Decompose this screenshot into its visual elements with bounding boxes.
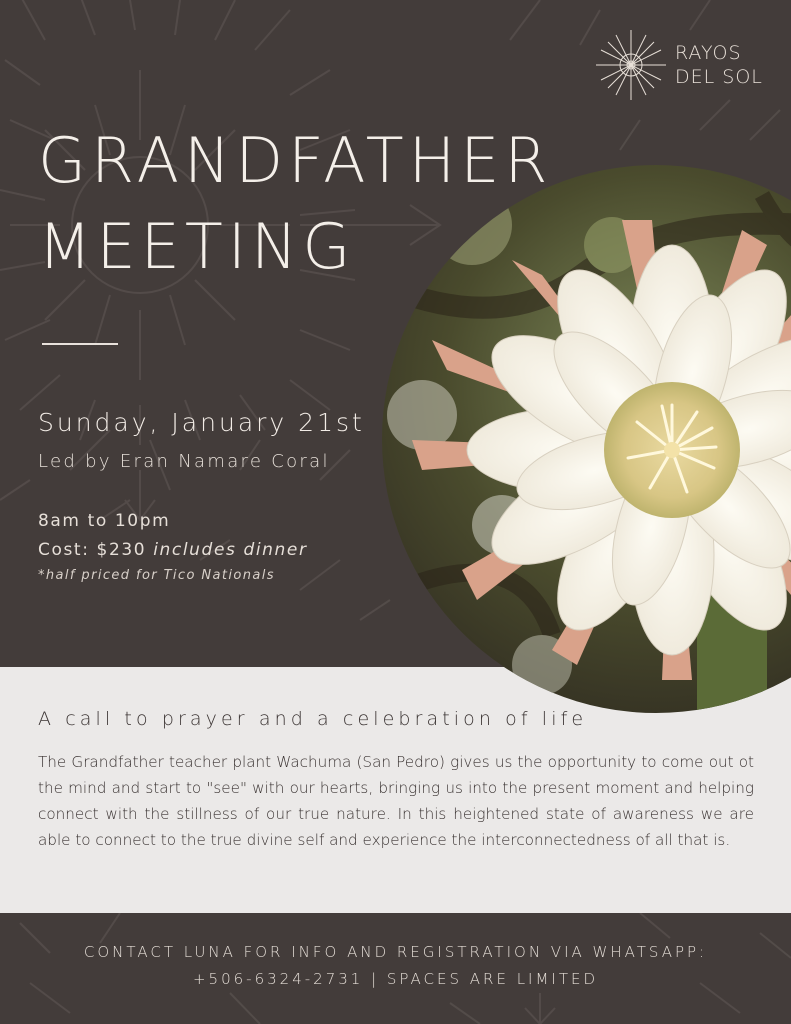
brand-name-line2: DEL SOL: [675, 66, 763, 88]
contact-info: CONTACT LUNA FOR INFO AND REGISTRATION VIA WHATSAPP:: [83, 943, 708, 961]
title-divider: [42, 343, 118, 345]
footer-panel: [0, 913, 791, 1024]
event-title-line1: GRANDFATHER: [38, 124, 553, 197]
footer-rays-pattern: [0, 913, 791, 1024]
phone-and-availability: +506-6324-2731 | SPACES ARE LIMITED: [192, 970, 599, 988]
event-title-line2: MEETING: [38, 210, 356, 283]
discount-note: *half priced for Tico Nationals: [38, 568, 275, 583]
about-body: The Grandfather teacher plant Wachuma (San Pedro) gives us the opportunity to come out ot the mind and start to "see" with our hearts, bringing us into the present moment and helping connect with the stillness of our true nature. In this heightened state of awareness we are able to connect to the true divine self and experience the interconnectedness of all that is.: [38, 753, 754, 849]
sun-star-icon: [596, 30, 666, 100]
cost-amount: Cost: $230: [38, 540, 147, 560]
event-date: Sunday, January 21st: [38, 408, 365, 437]
brand-logo: [596, 30, 776, 100]
event-time: 8am to 10pm: [38, 511, 171, 531]
cost-note: includes dinner: [153, 540, 308, 560]
event-leader: Led by Eran Namare Coral: [38, 451, 330, 472]
event-cost: [38, 540, 308, 560]
brand-name: [675, 41, 763, 89]
about-heading: A call to prayer and a celebration of life: [38, 708, 588, 730]
brand-name-line1: RAYOS: [675, 42, 742, 64]
